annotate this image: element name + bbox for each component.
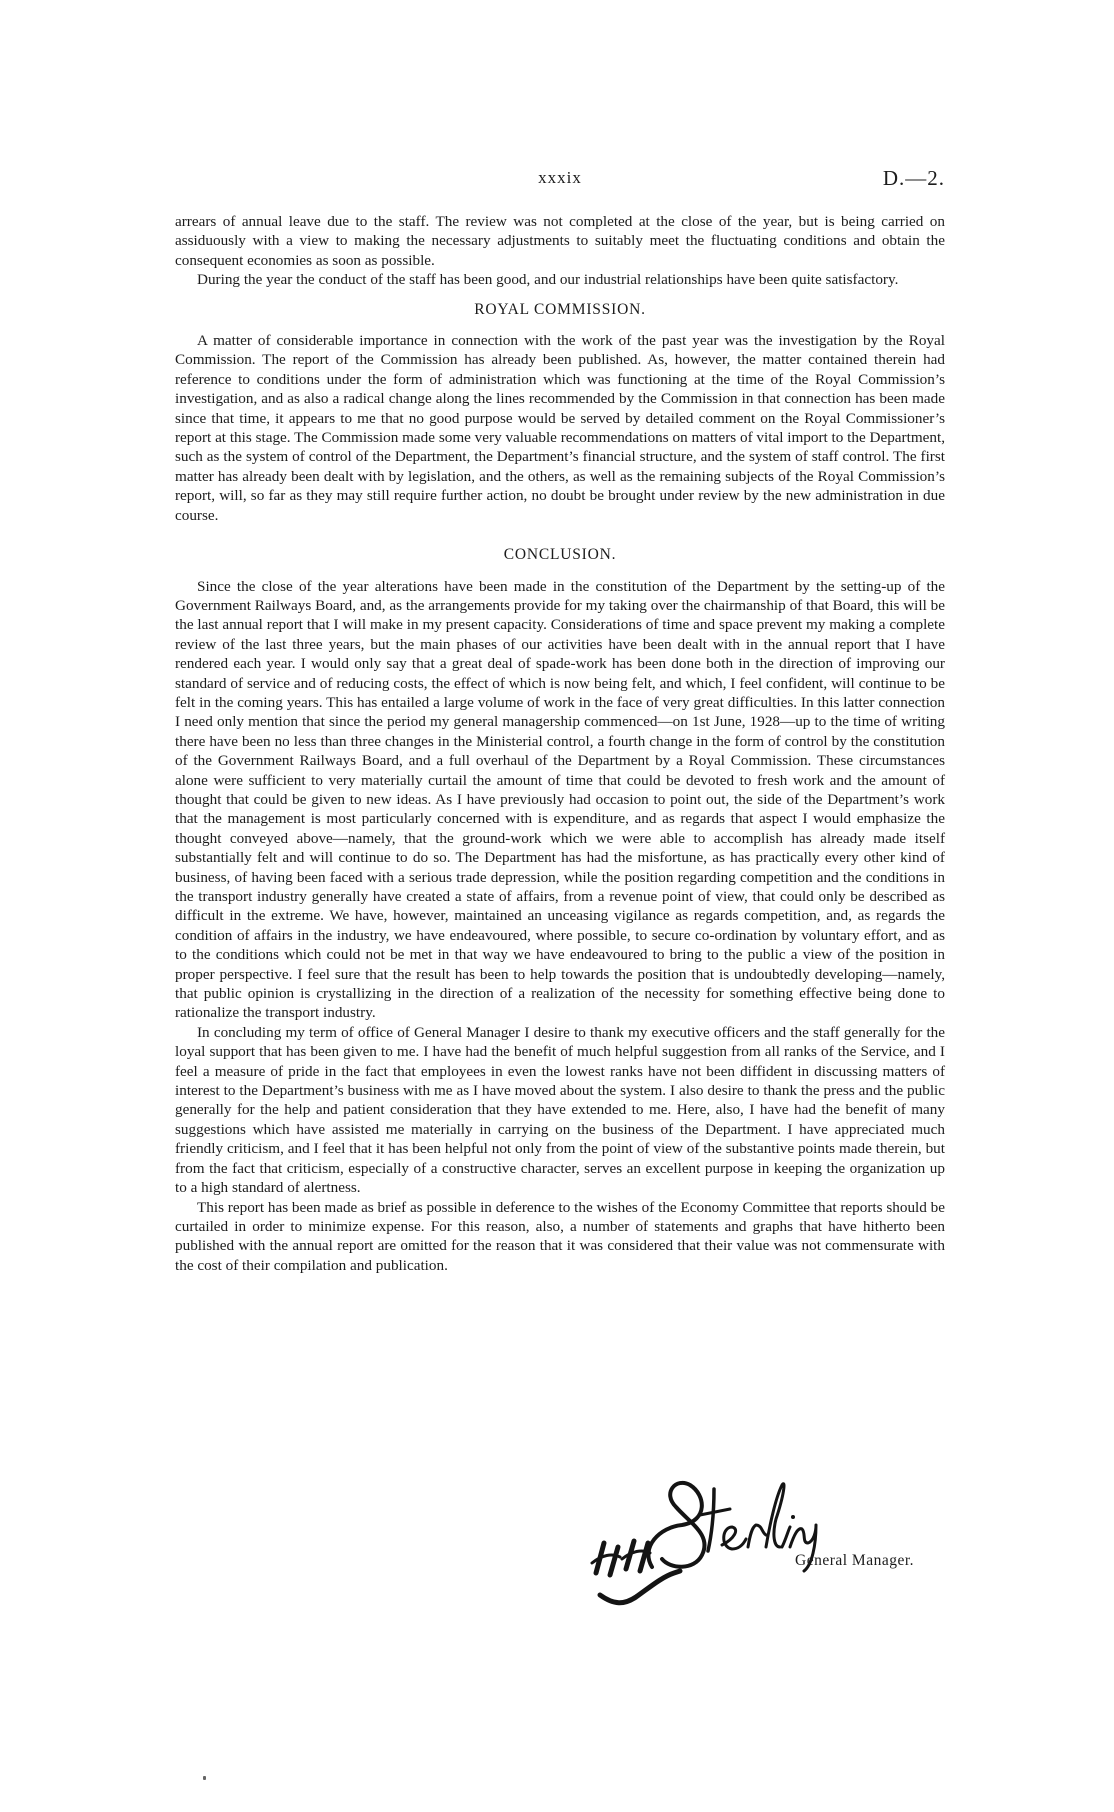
intro-paragraph-staff-conduct: During the year the conduct of the staff has been good, and our industrial relationships have been quite satisfactory. — [197, 271, 899, 289]
document-reference: D.—2. — [882, 166, 945, 190]
conclusion-paragraph-3: This report has been made as brief as possible in deference to the wishes of the Economy Committee that reports should be curtailed in order to minimize expense. For this reason, also, a number of statements and graphs that have hitherto been published with the annual report are omitted for the reason that it was considered that their value was not commensurate with the cost of their compilation and publication. — [175, 1198, 945, 1274]
royal-commission-heading: ROYAL COMMISSION. — [474, 300, 646, 318]
signatory-title: General Manager. — [795, 1552, 915, 1569]
scan-speck — [203, 1776, 206, 1780]
handwritten-signature — [590, 1455, 820, 1615]
conclusion-heading: CONCLUSION. — [503, 546, 617, 564]
signature-block — [590, 1455, 950, 1615]
conclusion-paragraph-2: In concluding my term of office of General Manager I desire to thank my executive officers and the staff generally for the loyal support that has been given to me. I have had the benefit of much helpful suggestion from all ranks of the Service, and I feel a measure of pride in the fact that employees in even the lowest ranks have not been diffident in discussing matters of interest to the Department’s business with me as I have moved about the system. I also desire to thank the press and the public generally for the help and patient consideration that they have extended to me. Here, also, I have had the benefit of many suggestions which have assisted me materially in carrying on the business of the Department. I have appreciated much friendly criticism, and I feel that it has been helpful not only from the point of view of the substantive points made therein, but from the fact that criticism, especially of a constructive character, serves an excellent purpose in keeping the organization up to a high standard of alertness. — [175, 1023, 945, 1197]
report-body — [175, 212, 945, 1275]
page-header — [175, 168, 945, 192]
conclusion-paragraph-1: Since the close of the year alterations have been made in the constitution of the Department by the setting-up of the Government Railways Board, and, as the arrangements provide for my taking over the chairmanship of that Board, this will be the last annual report that I will make in my present capacity. Considerations of time and space prevent my making a complete review of the last three years, but the main phases of our activities have been dealt with in the annual report that I have rendered each year. I would only say that a great deal of spade-work has been done both in the direction of improving our standard of service and of reducing costs, the effect of which is now being felt, and which, I feel confident, will continue to be felt in the coming years. This has entailed a large volume of work in the face of very great difficulties. In this latter connection I need only mention that since the period my general managership commenced—on 1st June, 1928—up to the time of writing there have been no less than three changes in the Ministerial control, a fourth change in the form of control by the constitution of the Government Railways Board, and a full overhaul of the Department by a Royal Commission. These circumstances alone were sufficient to very materially curtail the amount of time that could be devoted to fresh work and the amount of thought that could be given to new ideas. As I have previously had occasion to point out, the side of the Department’s work that the management is most particularly concerned with is expenditure, and as regards that aspect I would emphasize the thought conveyed above—namely, that the ground-work which we were able to accomplish has already made itself substantially felt and will continue to do so. The Department has had the misfortune, as has practically every other kind of business, of having been faced with a serious trade depression, while the position regarding competition and the conditions in the transport industry generally have created a state of affairs, from a revenue point of view, that could only be described as difficult in the extreme. We have, however, maintained an unceasing vigilance as regards competition, and, as regards the condition of affairs in the industry, we have endeavoured, where possible, to secure co-ordination by voluntary effort, and as to the conditions which could not be met in that way we have endeavoured to bring to the public a view of the position in proper perspective. I feel sure that the result has been to help towards the position that is undoubtedly developing—namely, that public opinion is crystallizing in the direction of a realization of the necessity for something effective being done to rationalize the transport industry. — [175, 577, 945, 1022]
intro-paragraph-continued: arrears of annual leave due to the staff. The review was not completed at the close of the year, but is being carried on assiduously with a view to making the necessary adjustments to suitably meet the fluctuating conditions and obtain the consequent economies as soon as possible. — [175, 213, 945, 269]
page-number: xxxix — [538, 168, 582, 187]
royal-commission-paragraph: A matter of considerable importance in connection with the work of the past year was the investigation by the Royal Commission. The report of the Commission has already been published. As, however, the matter contained therein had reference to conditions under the form of administration which was functioning at the time of the Royal Commission’s investigation, and as also a radical change along the lines recommended by the Commission in that connection has been made since that time, it appears to me that no good purpose would be served by detailed comment on the Royal Commissioner’s report at this stage. The Commission made some very valuable recommendations on matters of vital import to the Department, such as the system of control of the Department, the Department’s financial structure, and the system of staff control. The first matter has already been dealt with by legislation, and the others, as well as the remaining subjects of the Royal Commission’s report, will, so far as they may still require further action, no doubt be brought under review by the new administration in due course. — [175, 332, 945, 524]
